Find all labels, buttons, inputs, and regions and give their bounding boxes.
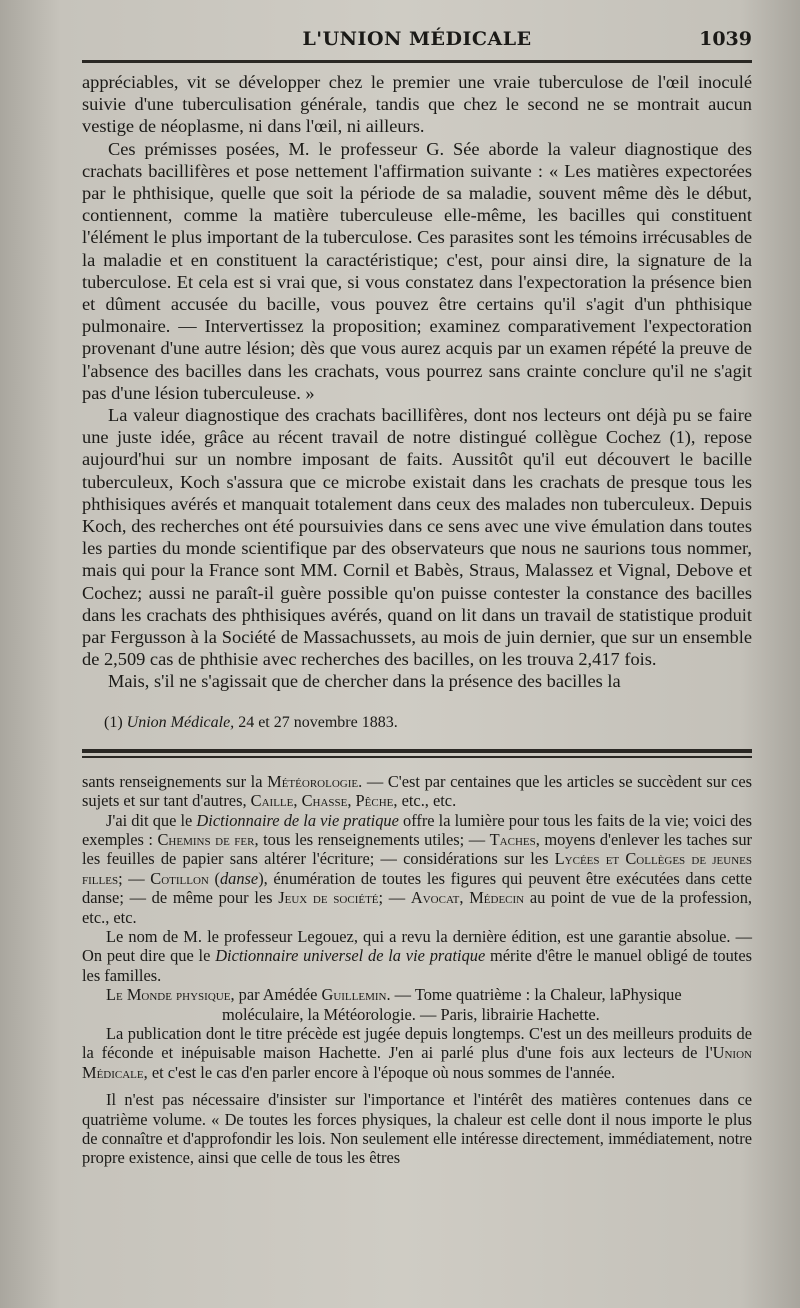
page-header bbox=[82, 20, 752, 56]
header-rule bbox=[82, 60, 752, 63]
term-cotillon: Cotillon bbox=[150, 868, 209, 888]
main-article bbox=[82, 71, 752, 693]
feuilleton-section bbox=[82, 772, 752, 1168]
paragraph-continuation: appréciables, vit se développer chez le premier une vraie tuberculose de l'œil inoculé suivie d'une tuberculisation générale, tandis que chez le second ne se montrait aucun vestige de néoplasme, ni dans l'œil, ni ailleurs. bbox=[82, 72, 752, 137]
paragraph-diagnostic-value: La valeur diagnostique des crachats bacillifères, dont nos lecteurs ont déjà pu se faire une juste idée, grâce au récent travail de notre distingué collègue Cochez (1), repose aujourd'hui sur un nombre imposant de faits. Aussitôt qu'il eut découvert le bacille tuberculeux, Koch s'assura que ce microbe existait dans les crachats de presque tous les phthisiques avérés et manquait totalement dans ceux des malades non tuberculeux. Depuis Koch, des recherches ont été poursuivies dans ce sens avec une vive émulation dans toutes les parties du monde scientifique par des observateurs que nous ne saurions tous nommer, mais qui pour la France sont MM. Cornil et Babès, Straus, Malassez et Vignal, Debove et Cochez; aussi ne paraît-il guère possible qu'on puisse contester la constance des bacilles dans les crachats des phthisiques avérés, quand on lit dans un travail de statistique produit par Fergusson à la Société de Massachussets, au mois de juin dernier, que sur un ensemble de 2,509 cas de phthisie avec recherches des bacilles, on les trouva 2,417 fois. bbox=[82, 405, 752, 670]
term-medecin: Médecin bbox=[469, 888, 525, 908]
term-chemins-de-fer: Chemins de fer bbox=[157, 829, 255, 849]
feuilleton-paragraph-5: Il n'est pas nécessaire d'insister sur l'importance et l'intérêt des matières contenues dans ce quatrième volume. « De toutes les forces physiques, la chaleur est celle dont il nous importe le plus de connaître et d'approfondir les lois. Non seulement elle intéresse directement, immédiatement, notre propre existence, ainsi que celle de tous les êtres bbox=[82, 1090, 752, 1168]
footnote-source: Union Médicale, bbox=[126, 713, 235, 731]
term-caille: Caille bbox=[250, 791, 294, 811]
term-jeux: Jeux de société bbox=[278, 888, 379, 908]
term-meteorologie: Météorologie bbox=[267, 771, 359, 791]
footnote-date: 24 et 27 novembre 1883. bbox=[238, 713, 398, 731]
book-title: Le Monde physique bbox=[106, 985, 231, 1005]
divider-thick-line bbox=[82, 749, 752, 753]
book-reference-line-2: moléculaire, la Météorologie. — Paris, librairie Hachette. bbox=[222, 1004, 600, 1024]
term-lycees: Lycées et Collèges de jeunes filles bbox=[82, 849, 752, 888]
page-number: 1039 bbox=[699, 28, 752, 50]
paragraph-gap bbox=[82, 1082, 752, 1090]
divider-thin-line bbox=[82, 756, 752, 758]
book-author: Guillemin bbox=[321, 985, 387, 1005]
footnote bbox=[104, 713, 752, 733]
term-chasse: Chasse bbox=[301, 791, 348, 811]
feuilleton-paragraph-1: sants renseignements sur la Météorologie. — C'est par centaines que les articles se succèdent sur ces sujets et sur tant d'autres, Caille, Chasse, Pêche, etc., etc. bbox=[82, 771, 752, 811]
feuilleton-divider bbox=[82, 749, 752, 758]
feuilleton-paragraph-3: Le nom de M. le professeur Legouez, qui a revu la dernière édition, est une garantie absolue. — On peut dire que le Dictionnaire universel de la vie pratique mérite d'être le manuel obligé de toutes les familles. bbox=[82, 926, 752, 985]
footnote-marker: (1) bbox=[104, 713, 123, 731]
running-title: L'UNION MÉDICALE bbox=[302, 28, 532, 50]
paragraph-final: Mais, s'il ne s'agissait que de chercher dans la présence des bacilles la bbox=[108, 671, 621, 692]
term-danse: danse bbox=[219, 868, 259, 888]
feuilleton-paragraph-2: J'ai dit que le Dictionnaire de la vie pratique offre la lumière pour tous les faits de la vie; voici des exemples : Chemins de fer, tous les renseignements utiles; — Taches, moyens d'enlever les taches sur les feuilles de papier sans altérer l'écriture; — considérations sur les Lycées et Collèges de jeunes filles; — Cotillon (danse), énumération de toutes les figures qui peuvent être exécutées dans cette danse; — de même pour les Jeux de société; — Avocat, Médecin au point de vue de la profession, etc., etc. bbox=[82, 810, 753, 927]
title-dictionnaire-universel: Dictionnaire universel de la vie pratique bbox=[215, 946, 486, 966]
title-dictionnaire: Dictionnaire de la vie pratique bbox=[196, 810, 399, 830]
paragraph-see-diagnosis: Ces prémisses posées, M. le professeur G. Sée aborde la valeur diagnostique des crachats bacillifères et pose nettement l'affirmation suivante : « Les matières expectorées par le phthisique, quelle que soit la période de sa maladie, souvent même dès le début, contiennent, comme la matière tuberculeuse elle-même, les bacilles qui constituent l'élément le plus important de la tuberculose. Ces parasites sont les témoins irrécusables de la maladie et en constituent la caractéristique; c'est, pour ainsi dire, la signature de la tuberculose. Et cela est si vrai que, si vous constatez dans l'expectoration la présence bien et dûment accusée du bacille, vous pouvez être certains qu'il s'agit d'un phthisique pulmonaire. — Intervertissez la proposition; examinez comparativement l'expectoration provenant d'une autre lésion; dès que vous aurez acquis par un examen répété la preuve de l'absence des bacilles dans les crachats, vous pourrez sans crainte conclure qu'il ne s'agit pas d'une lésion tuberculeuse. » bbox=[82, 138, 752, 403]
feuilleton-paragraph-4: La publication dont le titre précède est jugée depuis longtemps. C'est un des meilleurs produits de la féconde et inépuisable maison Hachette. J'en ai parlé plus d'une fois aux lecteurs de l'Union Médicale, et c'est le cas d'en parler encore à l'époque où nous sommes de l'année. bbox=[82, 1023, 752, 1082]
term-peche: Pêche bbox=[355, 791, 394, 811]
book-reference: Le Monde physique, par Amédée Guillemin. — Tome quatrième : la Chaleur, laPhysique moléculaire, la Météorologie. — Paris, librairie Hachette. bbox=[82, 985, 752, 1024]
term-avocat: Avocat bbox=[410, 888, 460, 908]
term-taches: Taches bbox=[489, 829, 536, 849]
term-union-medicale: Union Médicale bbox=[82, 1043, 752, 1082]
